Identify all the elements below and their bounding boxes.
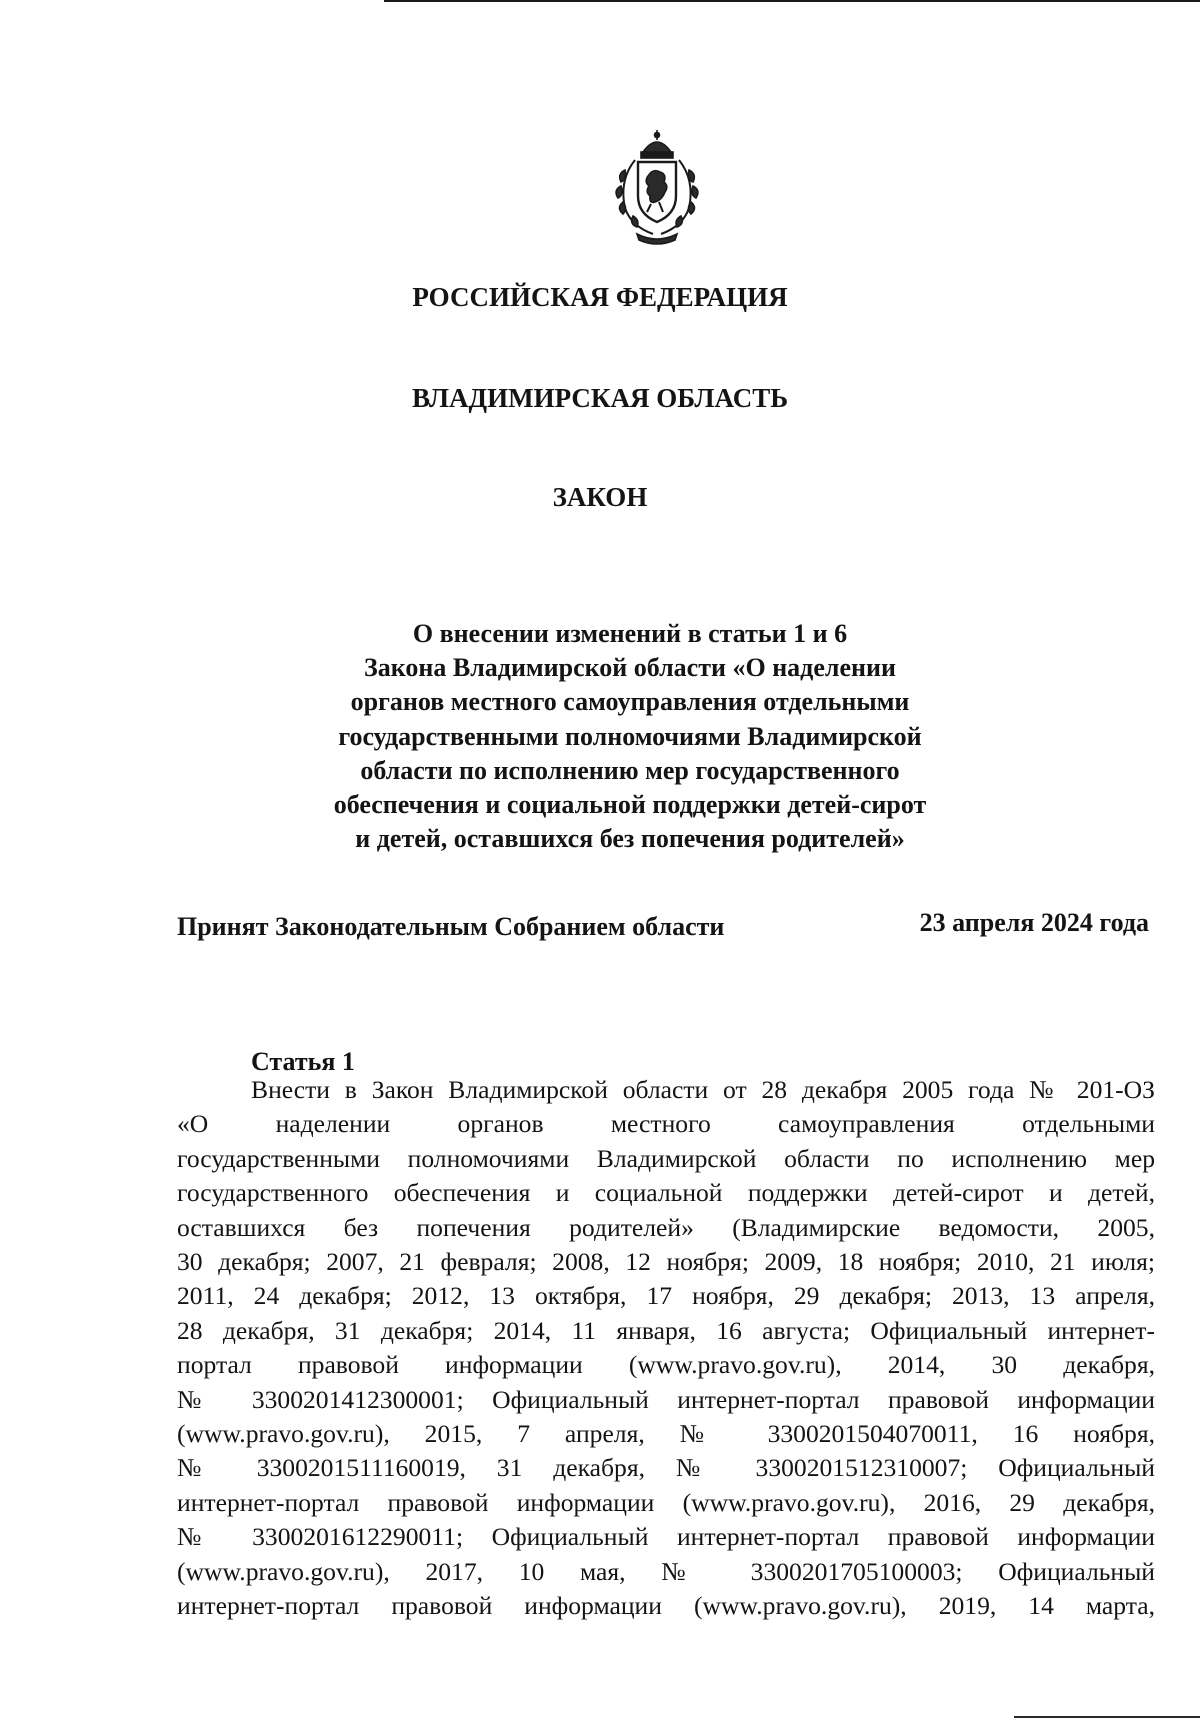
document-type-heading: ЗАКОН	[552, 482, 648, 512]
article-1-body	[177, 1073, 1155, 1624]
law-title	[250, 617, 1010, 856]
article-1-line: 2011, 24 декабря; 2012, 13 октября, 17 ноября, 29 декабря; 2013, 13 апреля,	[177, 1281, 1155, 1311]
article-1-line: 30 декабря; 2007, 21 февраля; 2008, 12 ноября; 2009, 18 ноября; 2010, 21 июля;	[177, 1247, 1155, 1277]
law-title-line: органов местного самоуправления отдельными	[350, 687, 910, 717]
article-1-line: «О наделении органов местного самоуправления отдельными	[177, 1109, 1155, 1139]
article-1-line: 28 декабря, 31 декабря; 2014, 11 января, 16 августа; Официальный интернет-	[177, 1315, 1155, 1345]
article-1-line: государственного обеспечения и социальной поддержки детей-сирот и детей,	[177, 1178, 1155, 1208]
article-1-line: № 3300201412300001; Официальный интернет-портал правовой информации	[177, 1384, 1155, 1414]
adoption-date: 23 апреля 2024 года	[919, 908, 1149, 937]
region-heading: ВЛАДИМИРСКАЯ ОБЛАСТЬ	[411, 383, 789, 413]
article-1-line: № 3300201511160019, 31 декабря, № 3300201512310007; Официальный	[177, 1453, 1155, 1483]
article-1-line: портал правовой информации (www.pravo.gov.ru), 2014, 30 декабря,	[177, 1350, 1155, 1380]
country-heading: РОССИЙСКАЯ ФЕДЕРАЦИЯ	[412, 282, 788, 312]
article-1-line: (www.pravo.gov.ru), 2017, 10 мая, № 3300201705100003; Официальный	[177, 1556, 1155, 1586]
law-title-line: обеспечения и социальной поддержки детей-сирот	[333, 790, 927, 820]
law-title-line: О внесении изменений в статьи 1 и 6	[412, 619, 848, 648]
article-1-line: государственными полномочиями Владимирской области по исполнению мер	[177, 1143, 1155, 1173]
top-edge-rule	[384, 0, 1200, 2]
article-1-line: интернет-портал правовой информации (www.pravo.gov.ru), 2016, 29 декабря,	[177, 1487, 1155, 1517]
law-title-line: и детей, оставшихся без попечения родителей»	[355, 824, 905, 854]
bottom-edge-rule	[1014, 1716, 1200, 1718]
article-1-line: № 3300201612290011; Официальный интернет-портал правовой информации	[177, 1522, 1155, 1552]
article-1-line: (www.pravo.gov.ru), 2015, 7 апреля, № 3300201504070011, 16 ноября,	[177, 1419, 1155, 1449]
law-title-line: Закона Владимирской области «О наделении	[364, 653, 896, 683]
article-1-line: Внести в Закон Владимирской области от 28 декабря 2005 года № 201-ОЗ	[251, 1075, 1155, 1104]
coat-of-arms-icon	[607, 130, 707, 246]
law-title-line: области по исполнению мер государственного	[360, 755, 900, 785]
article-1-line: оставшихся без попечения родителей» (Владимирские ведомости, 2005,	[177, 1212, 1155, 1242]
article-1-heading: Статья 1	[251, 1047, 355, 1076]
law-title-line: государственными полномочиями Владимирской	[338, 721, 922, 751]
adopted-by: Принят Законодательным Собранием области	[177, 912, 725, 941]
article-1-line: интернет-портал правовой информации (www.pravo.gov.ru), 2019, 14 марта,	[177, 1591, 1155, 1621]
